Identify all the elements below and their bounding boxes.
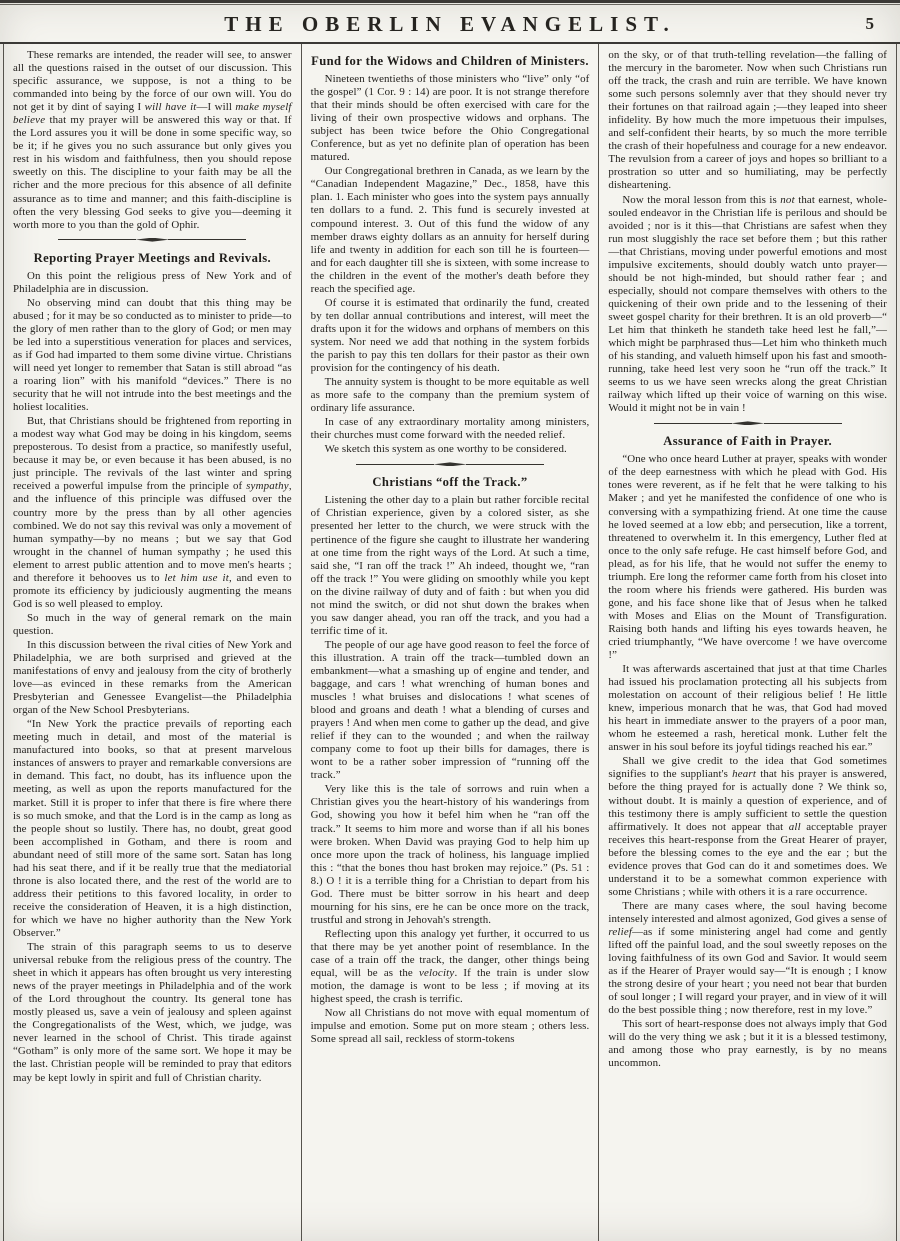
column-1 [3,44,302,1241]
paragraph: In this discussion between the rival cities of New York and Philadelphia, we are both surprised and grieved at the manifestations of envy and jealousy from the city of brotherly love—as evinced in these remarks from the American Presbyterian and Genessee Evangelist—the Philadelphia organ of the New School Presbyterians. [13,638,292,717]
section-divider [608,417,887,429]
paragraph: No observing mind can doubt that this thing may be abused ; for it may be so conducted as to minister to pride—to the glory of men rather than to the glory of God; or men may be led into a superstitious veneration for places and services, as if God had imparted to them some divine virtue. Christians will need yet longer to remember that Satan is still abroad “as a roaring lion” with his manifold “devices.” There is no security that he will not intrude into the best meetings and the holiest localities. [13,296,292,414]
paragraph: The people of our age have good reason to feel the force of this illustration. A train off the track—tumbled down an embankment—what a smashing up of engine and tender, and baggage, and cars ! what wrenching of human bones and muscles ! what bruises and dislocations ! what scenes of blood and groans and death ! what a blending of curses and prayers ! And when men come to gather up the dead, and give relief if they can to the wounded ; and when the railway company come to foot up their bills for damages, there is wont to be a rather sober impression of “running off the track.” [310,638,590,782]
divider-diamond-icon [731,421,765,425]
paragraph: “One who once heard Luther at prayer, speaks with wonder of the deep earnestness with which he plead with God. His tones were reverent, as if he felt that he were talking to his Maker ; and yet he manifested the confidence of one who is conversing with a sympathizing friend. At one time the cause he loved seemed at a low ebb; and persecution, like a torrent, threatened to overwhelm it. In this emergency, Luther fled at once to the only safe refuge. He cast himself before God, and plead, as for his life, that he would not suffer the enemy to triumph. Ere long the reformer came forth from his closet into the room where his friends were gathered. His burden was gone, and his face shone like that of Jesus when he talked with Moses and Elias on the Mount of Transfiguration. Raising both hands and lifting his eyes towards heaven, he cried triumphantly, “We have overcome ! we have overcome !” [608,453,888,662]
paragraph: In case of any extraordinary mortality among ministers, their churches must come forward with the needed relief. [310,416,590,442]
paragraph: These remarks are intended, the reader will see, to answer all the questions raised in the outset of our discussion. This specific assurance, we suppose, is not a thing to be commanded into being by the force of our own will. You do not get it by dint of saying I will have it—I will make myself believe that my prayer will be answered this way or that. If the Lord assures you it will be done in some specific way, so be it; if he gives you no such assurance but only gives you rest in his wisdom and faithfulness, then you should repose sweetly on this. The discipline to your faith may be all the richer and the more precious for this absence of all definite assurance as to time and manner; and this faith-discipline is often the very blessing God seeks to give you—deeming it worth more to you than the gold of Ophir. [13,49,292,231]
paragraph: On this point the religious press of New York and of Philadelphia are in discussion. [13,269,292,295]
paragraph: Shall we give credit to the idea that God sometimes signifies to the suppliant's heart that his prayer is answered, before the thing prayed for is actually done ? We think so, without doubt. It is mainly a question of experience, and of this testimony there is amply sufficient to settle the question affirmatively. It does not appear that all acceptable prayer receives this heart-response from the Great Hearer of prayer, before the blessing comes to the eye and the ear ; but the evidence proves that God can do it and sometimes does. We understand it to be a somewhat common experience with some Christians ; while with others it is a rare occurrence. [608,755,888,898]
paragraph: The strain of this paragraph seems to us to deserve universal rebuke from the religious press of the country. The sheet in which it appears has often brought us very interesting news of the prayer meetings in Philadelphia and of the work of the Lord throughout the country. Its general tone has mostly pleased us, save a vein of jealousy and spleen against the Congregationalists of the West, which, we judge, was never learned in the school of Christ. This tirade against “Gotham” is only more of the same sort. We hope it may be the last. Christian people will be reminded to pray that editors may be kept lowly in spirit and full of Christian charity. [13,941,292,1084]
article-heading: Fund for the Widows and Children of Ministers. [311,54,589,68]
paragraph: on the sky, or of that truth-telling revelation—the falling of the mercury in the barometer. Now when such Christians run off the track, the crash and ruin are terrible. We have known some such persons solemnly aver that they should never try their fortunes on that railroad again ;—they leaped into sheer infidelity. By how much the more impetuous their impulses, and self-confident their hearts, by so much the more terrible the crash of their hopefulness and courage for a new endeavor. The revulsion from a career of joys and hopes so brilliant to a prostration so utter and so humiliating, may be perfectly disheartening. [608,49,888,192]
divider-line [356,464,434,465]
paragraph: Reflecting upon this analogy yet further, it occurred to us that there may be yet another point of resemblance. In the case of a train off the track, the danger, other things being equal, will be as the velocity. If the train is under slow motion, the damage is wont to be less ; if moving at its highest speed, the crash is terrific. [310,927,590,1006]
divider-line [764,423,842,424]
column-2 [302,44,600,1241]
paragraph: Listening the other day to a plain but rather forcible recital of Christian experience, given by a colored sister, as she presented her letter to the church, we were struck with the pertinence of the figure she caught to illustrate her wandering at one time from the right ways of the Lord. At such a time, said she, “I ran off the track !” Ah indeed, thought we, “ran off the track !” You were gliding on smoothly while you kept on the divine railway of duty and of faith : but when you did not mind the switch, or did not shut down the brakes when you saw danger ahead, you ran off the track, and you had a terrific time of it. [310,494,590,637]
divider-line [654,423,732,424]
paragraph: We sketch this system as one worthy to be considered. [324,443,567,456]
paragraph: The annuity system is thought to be more equitable as well as more safe to the company than the premium system of ordinary life assurance. [310,376,590,415]
article-heading: Assurance of Faith in Prayer. [663,434,833,449]
paragraph: Our Congregational brethren in Canada, as we learn by the “Canadian Independent Magazine,” Dec., 1858, have this plan. 1. Each minister who goes into the system pays annually ten dollars to a fund. 2. This fund is securely invested at compound interest. 3. Out of this fund the widow of any member draws eighty dollars as an annuity for herself during life and twenty in addition for each son till he is fourteen—and for each daughter till she is sixteen, with some increase to the children in the event of the mother's death before they reach the specified age. [310,165,590,295]
divider-diamond-icon [135,238,169,242]
divider-diamond-icon [433,462,467,466]
section-divider [311,458,590,470]
paragraph: “In New York the practice prevails of reporting each meeting much in detail, and most of the material is manufactured into books, so that at present marvelous instances of answers to prayer and remarkable conversions are in demand. This fact, no doubt, has its influence upon the meeting, as well as upon the reports manufactured for the market. Still it is proper to infer that there is fire where there is so much smoke, and that the Lord is in the camp as long as the people shout so lustily. There has, no doubt, great good been accomplished in Gotham, and there is room and abundant need of still more of the same sort. Satan has long had his seat there, and if it be really true that the mediatorial throne is also located there, and the rest of the world are to address their petitions to this favored locality, in order to receive the consideration of Heaven, it is a high distinction, for which we have no higher authority than the New York Observer.” [13,718,292,939]
column-3 [599,44,897,1241]
masthead [0,0,900,44]
paragraph: So much in the way of general remark on the main question. [13,611,292,637]
paragraph: Now all Christians do not move with equal momentum of impulse and emotion. Some put on more steam ; others less. Some spread all sail, reckless of storm-tokens [310,1007,590,1046]
article-heading: Christians “off the Track.” [372,475,528,490]
paragraph: There are many cases where, the soul having become intensely interested and almost agonized, God gives a sense of relief—as if some ministering angel had come and gently lifted off the painful load, and the soul sweetly reposes on the loving faithfulness of its own God and Savior. It would seem as if the Hearer of Prayer would say—“It is enough ; I know the strong desire of your heart ; you need not bear that burden of soul longer ; I will regard your prayer, and in view of it will do the best possible thing ; now therefore, rest in my love.” [608,899,888,1017]
paragraph: It was afterwards ascertained that just at that time Charles had issued his proclamation protecting all his subjects from molestation on account of their religious belief ! He little knew, imperious monarch that he was, that God had moved his heart in immediate answer to the prayers of a poor man, whom he esteemed a rash, heretical monk. Luther felt the answer in his soul before its joyful tidings reached his ear.” [608,663,888,754]
paragraph: Nineteen twentieths of those ministers who “live” only “of the gospel” (1 Cor. 9 : 14) are poor. It is not strange therefore that their minds should be often exercised with care for the living of their own prospective widows and orphans. The subject has been twice before the Ohio Congregational Conference, but as yet no definite plan of operation has been matured. [310,73,590,164]
newspaper-title: THE OBERLIN EVANGELIST. [224,12,676,36]
paragraph: This sort of heart-response does not always imply that God will do the very thing we ask ; but it it is a blessed testimony, and among those who pray earnestly, is by no means uncommon. [608,1018,888,1070]
paragraph: Now the moral lesson from this is not that earnest, whole-souled endeavor in the Christian life is perilous and should be avoided ; nor is it this—that Christians are safest when they run most sluggishly the race set before them ; but this rather—that Christians, moving under powerful emotions and most impulsive excitements, should doubly watch unto prayer—should be not high-minded, but should rather fear ; and especially, should not compare themselves with others to the quickening of their own pride and to the lessening of their sweet gospel charity for their brethren. It is an old proverb—“ Let him that thinketh he standeth take heed lest he fall,”—which might be parphrased thus—Let him who thinketh much of his standing, and valueth himself upon his fast and smooth-running, take heed lest very soon he “run off the track.” It seems to us we have seen wrecks along the great Christian railway which lifted up their voice of warning on this wise. Would it might not be in vain ! [608,193,888,415]
divider-line [58,239,136,240]
paragraph: Very like this is the tale of sorrows and ruin when a Christian gives you the heart-history of his wanderings from God, showing you how it befel him when he “ran off the track.” It seems to him more and worse than if all his bones were broken. When David was praying God to help him up once more upon the track of holiness, his language implied this : “that the bones thou hast broken may rejoice.” (Ps. 51 : 8.) O ! it is a terrible thing for a Christian to depart from his God. There must be bitter sorrow in his heart and deep mourning for his sins, ere he can be once more on the track, trustful and strong in Jehovah's strength. [310,783,590,926]
column-layout [0,44,900,1241]
paragraph: But, that Christians should be frightened from reporting in a modest way what God may be doing in his kingdom, seems preposterous. To desist from a practice, so manifestly useful, because it may be, or even because it has been abused, is no just principle. The revivals of the last winter and spring received a powerful impulse from the principle of sympathy, and the influence of this principle was diffused over the country more by the press than by all other agencies combined. We do not say this revival was only a movement of human sympathy—by no means ; but we say that God wrought in the channel of human sympathy ; he used this element to arrest public attention and to move men's hearts ; and therefore it behooves us to let him use it, and even to promote its efficiency by judiciously augmenting the means God is so well pleased to employ. [13,415,292,610]
article-heading: Reporting Prayer Meetings and Revivals. [33,250,272,265]
section-divider [13,234,292,246]
divider-line [168,239,246,240]
divider-line [466,464,544,465]
page-number: 5 [865,14,874,33]
paragraph: Of course it is estimated that ordinarily the fund, created by ten dollar annual contributions and interest, will meet the drafts upon it for the widows and orphans of members on this system. Nor need we add that nothing in the system forbids the parish to pay this ten dollars for their pastor as their own provision for the contingency of his death. [310,296,590,375]
